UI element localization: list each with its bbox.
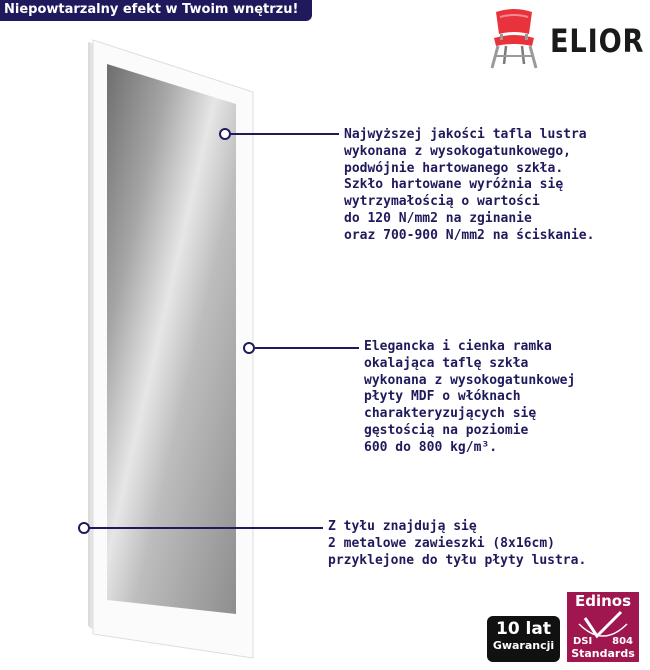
edinos-brand: Edinos xyxy=(574,592,632,610)
callout-line-frame xyxy=(255,347,359,349)
edinos-code-left: DSI xyxy=(573,636,593,647)
callout-text-frame xyxy=(364,339,575,457)
callout-dot-glass xyxy=(219,128,231,140)
callout-text-hangers xyxy=(328,519,586,569)
mirror-glass xyxy=(107,64,236,614)
callout-line: 600 do 800 kg/m³. xyxy=(364,439,498,455)
callout-line: wykonana z wysokogatunkowego, xyxy=(344,143,571,159)
callout-line: Z tyłu znajdują się xyxy=(328,519,477,534)
warranty-years: 10 lat xyxy=(495,619,551,639)
callout-line: płyty MDF o włóknach xyxy=(364,389,521,405)
edinos-standards-label: Standards xyxy=(571,647,635,660)
callout-line: charakteryzujących się xyxy=(364,406,537,422)
callout-line: do 120 N/mm2 na zginanie xyxy=(344,210,532,226)
header-tagline: Niepowtarzalny efekt w Twoim wnętrzu! xyxy=(0,0,312,21)
callout-line-hangers xyxy=(90,527,323,529)
callout-text-glass xyxy=(344,127,594,245)
edinos-code-right: 804 xyxy=(612,636,633,647)
callout-line: wytrzymałością o wartości xyxy=(344,194,540,210)
callout-line: gęstością na poziomie xyxy=(364,422,529,438)
warranty-badge xyxy=(487,616,560,662)
brand-name: ELIOR xyxy=(550,22,645,60)
callout-line: Elegancka i cienka ramka xyxy=(364,339,552,354)
callout-line: oraz 700-900 N/mm2 na ściskanie. xyxy=(344,227,595,243)
callout-line: podwójnie hartowanego szkła. xyxy=(344,160,564,176)
callout-line: 2 metalowe zawieszki (8x16cm) xyxy=(328,535,555,551)
callout-line: Szkło hartowane wyróżnia się xyxy=(344,177,564,193)
edinos-standards-badge xyxy=(567,592,639,662)
callout-dot-hangers xyxy=(78,522,90,534)
warranty-label: Gwarancji xyxy=(492,639,555,652)
callout-dot-frame xyxy=(243,342,255,354)
callout-line: Najwyższej jakości tafla lustra xyxy=(344,127,587,142)
callout-line: przyklejone do tyłu płyty lustra. xyxy=(328,552,587,568)
callout-line-glass xyxy=(231,133,339,135)
callout-line: wykonana z wysokogatunkowej xyxy=(364,372,576,388)
callout-line: okalająca taflę szkła xyxy=(364,355,529,371)
